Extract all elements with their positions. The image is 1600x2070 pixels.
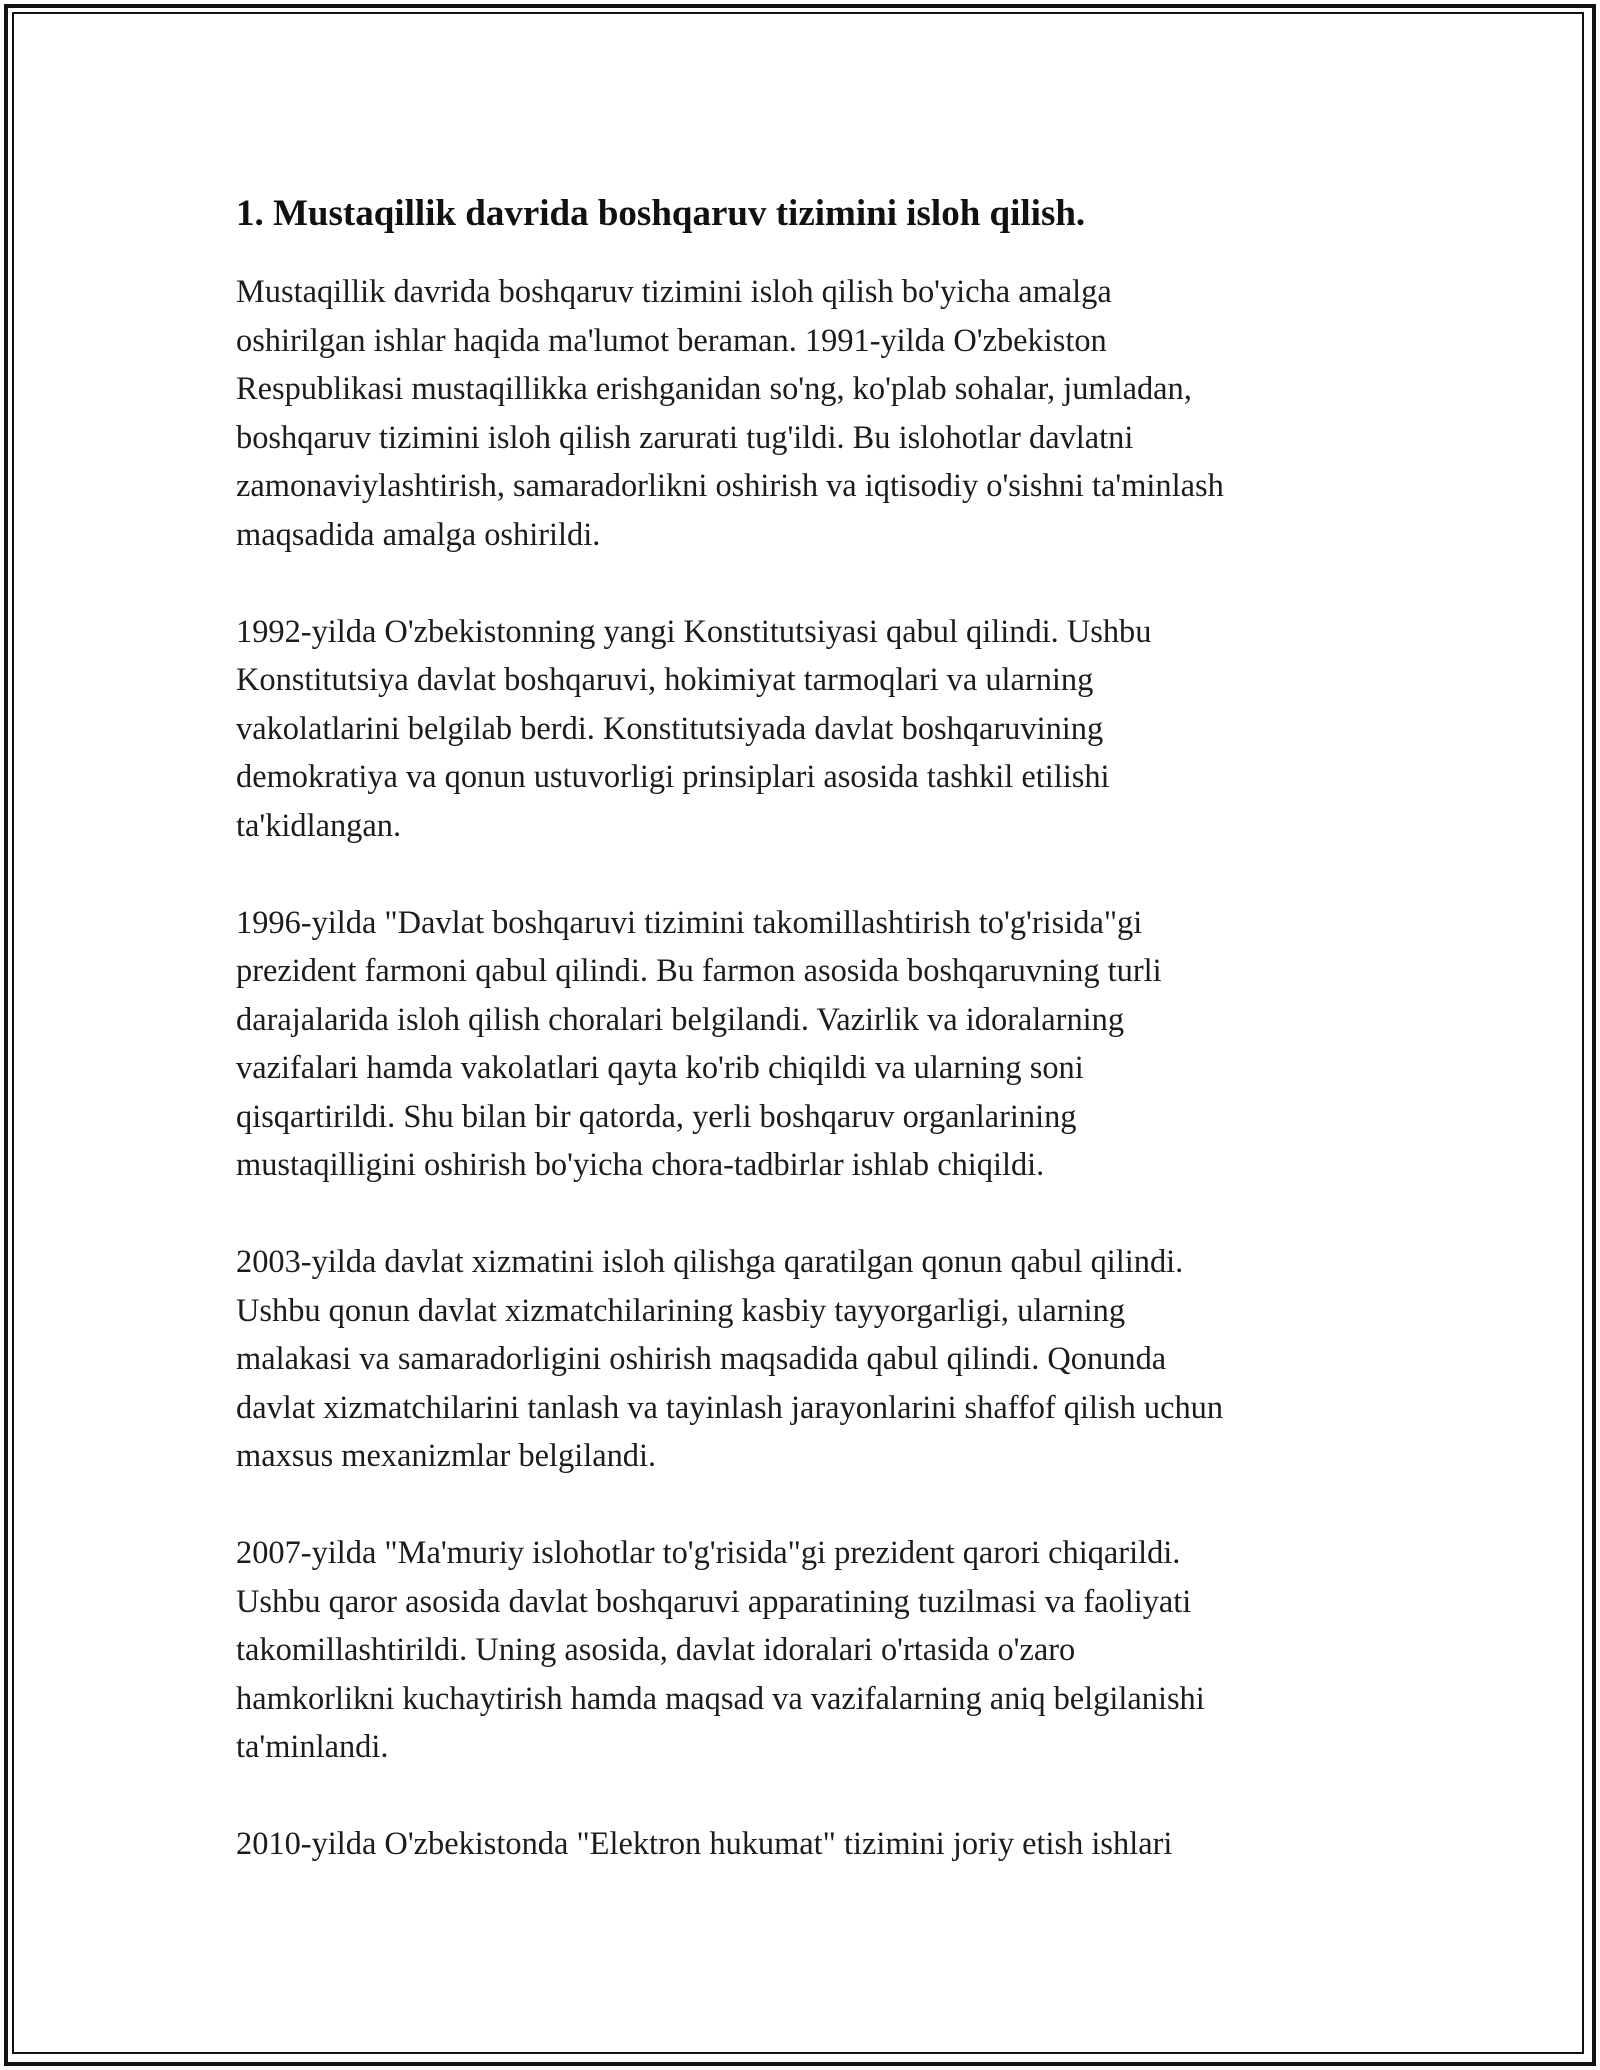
text-line: zamonaviylashtirish, samaradorlikni oshirish va iqtisodiy o'sishni ta'minlash — [236, 468, 1224, 504]
text-line: prezident farmoni qabul qilindi. Bu farmon asosida boshqaruvning turli — [236, 953, 1162, 989]
text-line: oshirilgan ishlar haqida ma'lumot beraman. 1991-yilda O'zbekiston — [236, 322, 1107, 359]
text-line: Respublikasi mustaqillikka erishganidan so'ng, ko'plab sohalar, jumladan, — [236, 371, 1192, 407]
paragraph-2 — [236, 608, 1366, 851]
text-line: darajalarida isloh qilish choralari belgilandi. Vazirlik va idoralarning — [236, 1001, 1125, 1038]
text-line: vazifalari hamda vakolatlari qayta ko'rib chiqildi va ularning soni — [236, 1050, 1084, 1086]
paragraph-6 — [236, 1820, 1366, 1869]
text-line: malakasi va samaradorligini oshirish maqsadida qabul qilindi. Qonunda — [236, 1341, 1167, 1377]
paragraph-5 — [236, 1529, 1366, 1772]
text-line: 2010-yilda O'zbekistonda "Elektron hukumat" tizimini joriy etish ishlari — [236, 1826, 1173, 1862]
text-line: davlat xizmatchilarini tanlash va tayinlash jarayonlarini shaffof qilish uchun — [236, 1389, 1224, 1426]
text-line: Ushbu qonun davlat xizmatchilarining kasbiy tayyorgarligi, ularning — [236, 1292, 1126, 1329]
text-line: Konstitutsiya davlat boshqaruvi, hokimiyat tarmoqlari va ularning — [236, 662, 1094, 698]
text-line: demokratiya va qonun ustuvorligi prinsiplari asosida tashkil etilishi — [236, 759, 1110, 795]
text-line: boshqaruv tizimini isloh qilish zarurati tug'ildi. Bu islohotlar davlatni — [236, 419, 1134, 456]
text-line: 1996-yilda "Davlat boshqaruvi tizimini takomillashtirish to'g'risida"gi — [236, 904, 1143, 941]
text-line: maxsus mexanizmlar belgilandi. — [236, 1438, 657, 1474]
page-title: 1. Mustaqillik davrida boshqaruv tizimini isloh qilish. — [236, 193, 1086, 234]
text-line: ta'minlandi. — [236, 1729, 389, 1765]
text-line: 2007-yilda "Ma'muriy islohotlar to'g'risida"gi prezident qarori chiqarildi. — [236, 1535, 1181, 1571]
text-line: qisqartirildi. Shu bilan bir qatorda, yerli boshqaruv organlarining — [236, 1098, 1077, 1135]
text-line: 2003-yilda davlat xizmatini isloh qilishga qaratilgan qonun qabul qilindi. — [236, 1244, 1184, 1280]
text-line: ta'kidlangan. — [236, 807, 402, 844]
text-line: Mustaqillik davrida boshqaruv tizimini isloh qilish bo'yicha amalga — [236, 274, 1112, 310]
text-line: Ushbu qaror asosida davlat boshqaruvi apparatining tuzilmasi va faoliyati — [236, 1583, 1192, 1620]
paragraph-3 — [236, 899, 1366, 1190]
text-line: 1992-yilda O'zbekistonning yangi Konstitutsiyasi qabul qilindi. Ushbu — [236, 613, 1152, 650]
paragraph-1 — [236, 268, 1366, 559]
document-body — [236, 188, 1366, 1917]
text-line: mustaqilligini oshirish bo'yicha chora-tadbirlar ishlab chiqildi. — [236, 1147, 1045, 1183]
text-line: hamkorlikni kuchaytirish hamda maqsad va vazifalarning aniq belgilanishi — [236, 1680, 1205, 1717]
text-line: maqsadida amalga oshirildi. — [236, 516, 601, 553]
text-line: vakolatlarini belgilab berdi. Konstitutsiyada davlat boshqaruvining — [236, 710, 1104, 747]
text-line: takomillashtirildi. Uning asosida, davlat idoralari o'rtasida o'zaro — [236, 1632, 1076, 1668]
paragraph-4 — [236, 1238, 1366, 1481]
